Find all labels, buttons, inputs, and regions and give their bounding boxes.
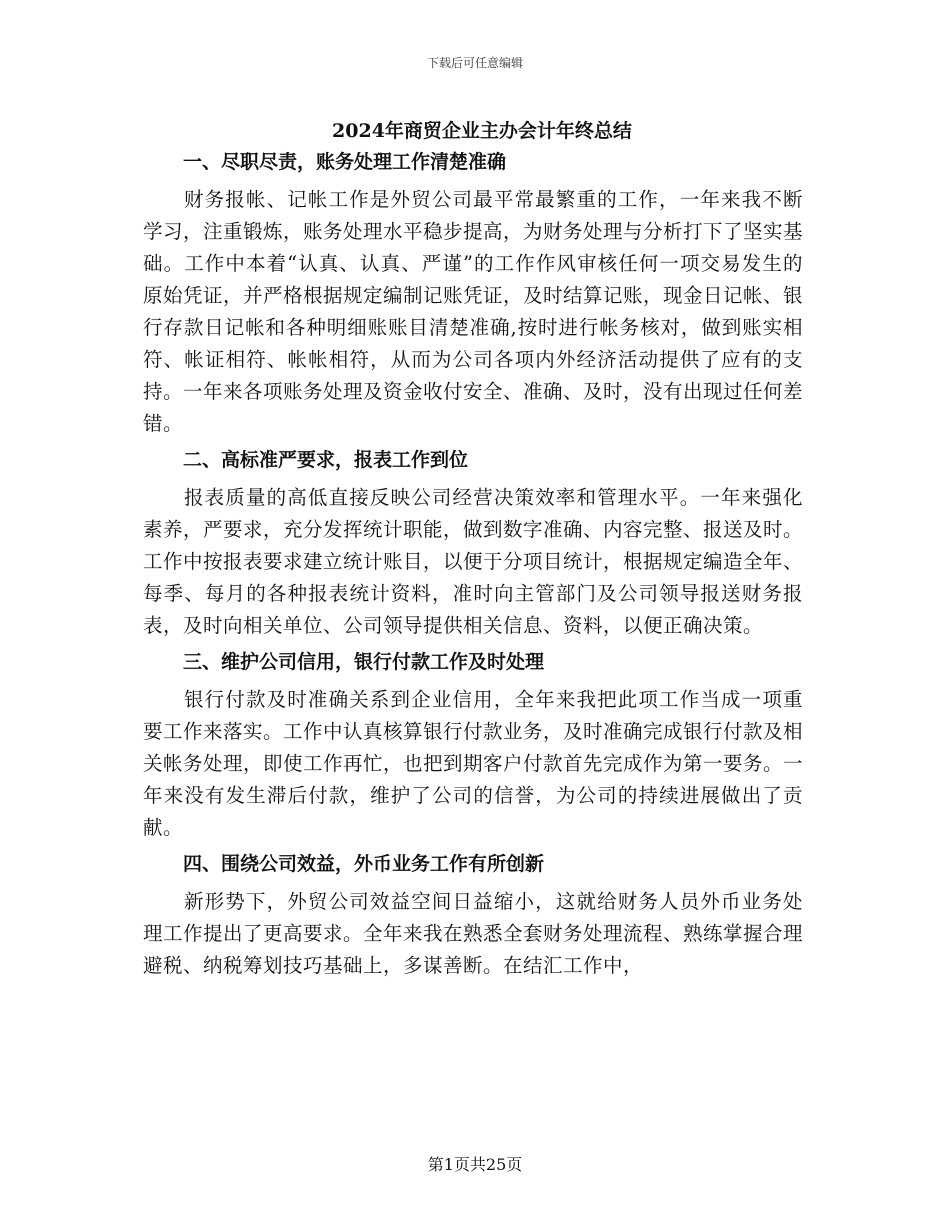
section-heading: 三、维护公司信用，银行付款工作及时处理	[183, 651, 545, 673]
document-title: 2024年商贸企业主办会计年终总结	[332, 120, 632, 142]
page-number-footer: 第1页共25页	[427, 1155, 523, 1174]
section-paragraph: 报表质量的高低直接反映公司经营决策效率和管理水平。一年来强化素养，严要求，充分发挥统计职能，做到数字准确、内容完整、报送及时。工作中按报表要求建立统计账目，以便于分项目统计，根据规定编造全年、每季、每月的各种报表统计资料，准时向主管部门及公司领导报送财务报表，及时向相关单位、公司领导提供相关信息、资料，以便正确决策。	[143, 486, 804, 637]
section-heading: 二、高标准严要求，报表工作到位	[183, 449, 469, 471]
document-body	[143, 146, 803, 986]
header-note: 下载后可任意编辑	[426, 56, 523, 70]
section-paragraph: 财务报帐、记帐工作是外贸公司最平常最繁重的工作，一年来我不断学习，注重锻炼，账务处理水平稳步提高，为财务处理与分析打下了坚实基础。工作中本着“认真、认真、严谨”的工作作风审核任何一项交易发生的原始凭证，并严格根据规定编制记账凭证，及时结算记账，现金日记帐、银行存款日记帐和各种明细账账目清楚准确,按时进行帐务核对，做到账实相符、帐证相符、帐帐相符，从而为公司各项内外经济活动提供了应有的支持。一年来各项账务处理及资金收付安全、准确、及时，没有出现过任何差错。	[143, 188, 804, 435]
section-2	[143, 444, 803, 642]
section-heading: 一、尽职尽责，账务处理工作清楚准确	[183, 151, 507, 173]
section-paragraph: 银行付款及时准确关系到企业信用，全年来我把此项工作当成一项重要工作来落实。工作中认真核算银行付款业务，及时准确完成银行付款及相关帐务处理，即使工作再忙，也把到期客户付款首先完成作为第一要务。一年来没有发生滞后付款，维护了公司的信誉，为公司的持续进展做出了贡献。	[143, 688, 804, 839]
section-1	[143, 146, 803, 440]
section-4	[143, 848, 803, 982]
section-heading: 四、围绕公司效益，外币业务工作有所创新	[183, 853, 545, 875]
section-paragraph: 新形势下，外贸公司效益空间日益缩小，这就给财务人员外币业务处理工作提出了更高要求。全年来我在熟悉全套财务处理流程、熟练掌握合理避税、纳税筹划技巧基础上，多谋善断。在结汇工作中，	[143, 890, 804, 977]
section-3	[143, 646, 803, 844]
